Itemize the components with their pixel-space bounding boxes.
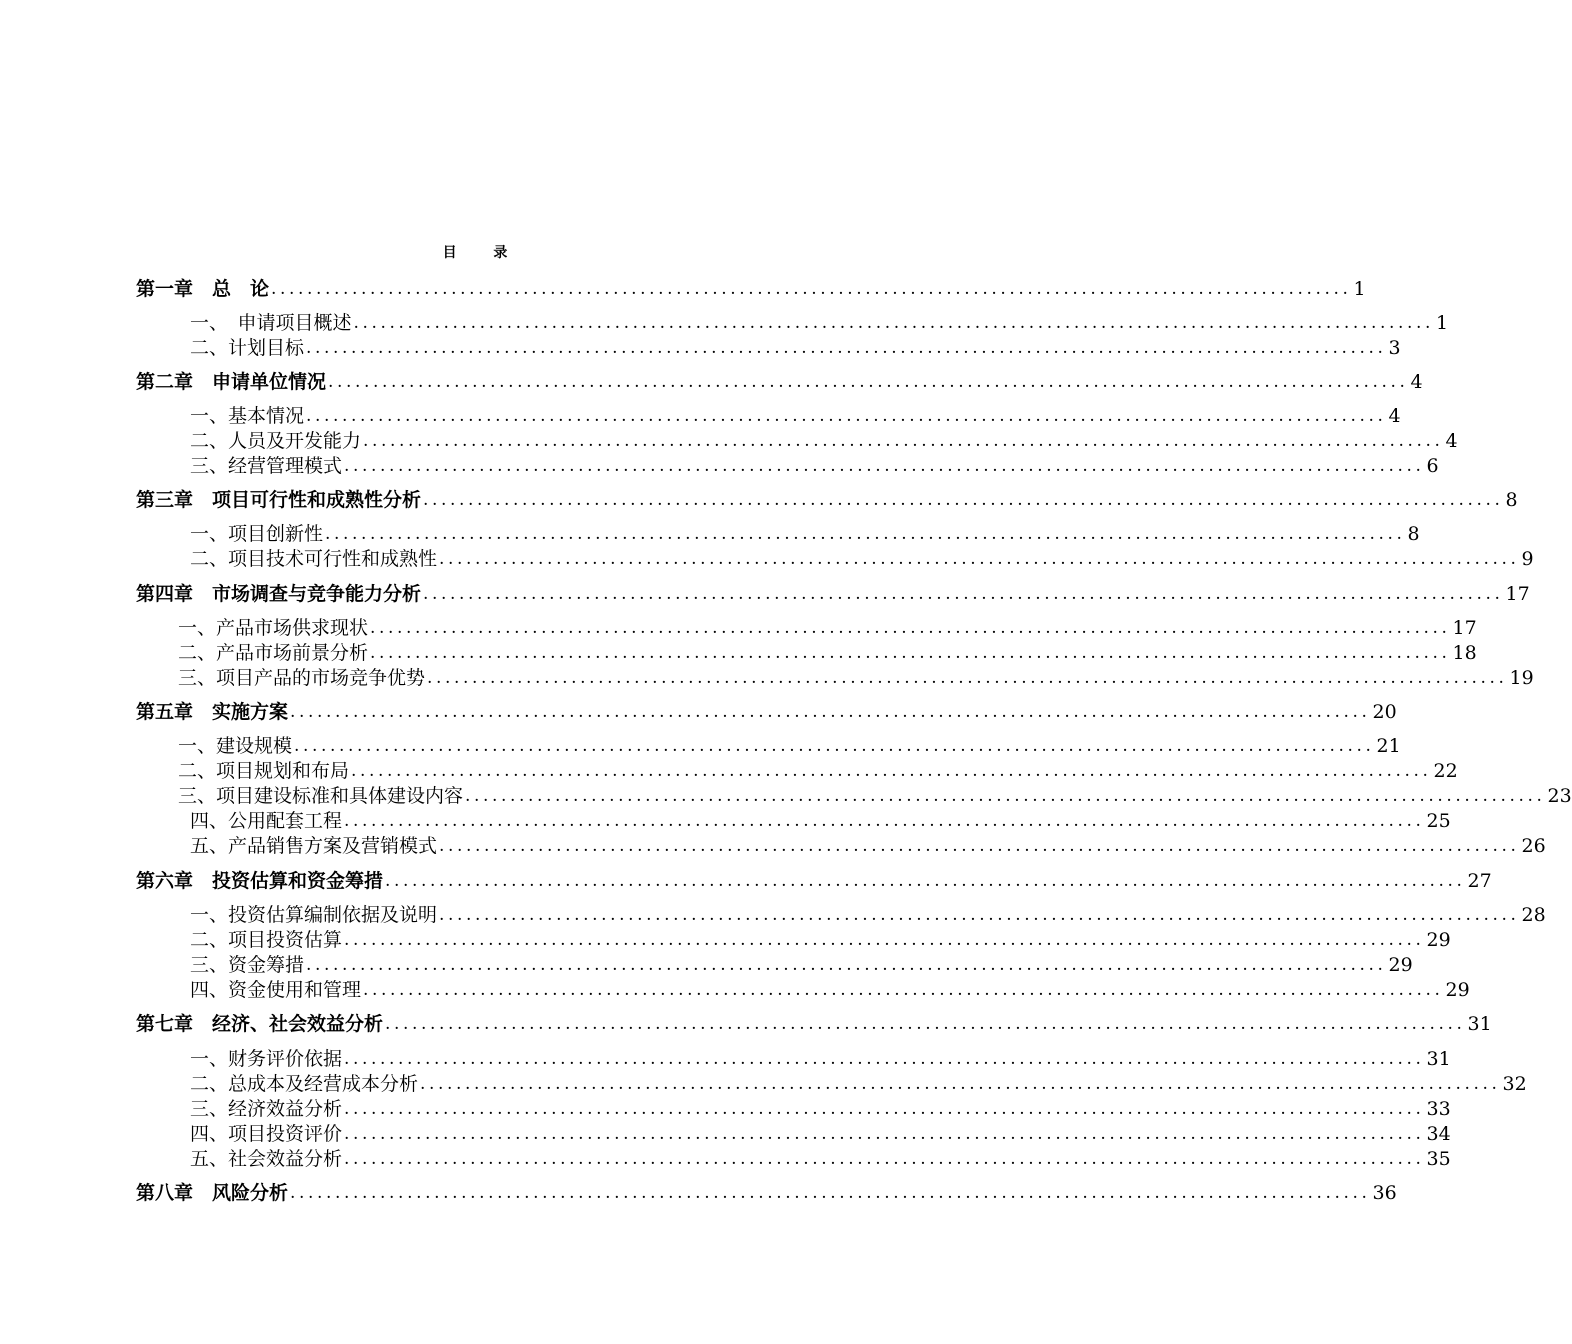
toc-entry-page: 17 xyxy=(1452,617,1477,639)
toc-entry-chapter-1[interactable] xyxy=(136,277,1366,301)
toc-entry-section[interactable] xyxy=(190,311,1449,335)
toc-entry-label: 第六章 投资估算和资金筹措 xyxy=(136,870,384,892)
dot-leader: ........................................................................................................................ xyxy=(370,643,1451,663)
toc-entry-label: 一、建设规模 xyxy=(178,735,293,757)
dot-leader: ........................................................................................................................ xyxy=(344,1149,1425,1169)
toc-entry-page: 29 xyxy=(1388,954,1413,976)
dot-leader: ........................................................................................................................ xyxy=(439,549,1520,569)
toc-entry-label: 第三章 项目可行性和成熟性分析 xyxy=(136,489,422,511)
toc-entry-label: 三、项目产品的市场竞争优势 xyxy=(178,667,426,689)
toc-entry-page: 8 xyxy=(1505,489,1518,511)
toc-entry-section[interactable] xyxy=(190,928,1451,952)
toc-entry-label: 一、项目创新性 xyxy=(190,523,324,545)
toc-entry-page: 4 xyxy=(1388,405,1401,427)
toc-entry-section[interactable] xyxy=(178,616,1477,640)
toc-entry-label: 一、产品市场供求现状 xyxy=(178,617,369,639)
toc-entry-chapter-4[interactable] xyxy=(136,582,1530,606)
toc-entry-label: 第四章 市场调查与竞争能力分析 xyxy=(136,583,422,605)
toc-entry-page: 4 xyxy=(1445,430,1458,452)
toc-entry-label: 二、项目规划和布局 xyxy=(178,760,350,782)
dot-leader: ........................................................................................................................ xyxy=(344,456,1425,476)
dot-leader: ........................................................................................................................ xyxy=(353,313,1434,333)
dot-leader: ........................................................................................................................ xyxy=(385,871,1466,891)
toc-entry-section[interactable] xyxy=(190,429,1458,453)
toc-entry-label: 第一章 总 论 xyxy=(136,278,270,300)
toc-entry-section[interactable] xyxy=(190,1047,1451,1071)
toc-entry-label: 五、产品销售方案及营销模式 xyxy=(190,835,438,857)
dot-leader: ........................................................................................................................ xyxy=(290,1183,1371,1203)
toc-entry-section[interactable] xyxy=(190,953,1413,977)
toc-entry-page: 20 xyxy=(1372,701,1397,723)
toc-entry-label: 二、项目技术可行性和成熟性 xyxy=(190,548,438,570)
toc-entry-page: 1 xyxy=(1435,312,1449,334)
toc-entry-section[interactable] xyxy=(190,834,1546,858)
toc-title: 目 录 xyxy=(442,245,524,261)
dot-leader: ........................................................................................................................ xyxy=(344,1099,1425,1119)
toc-entry-label: 二、计划目标 xyxy=(190,337,305,359)
toc-entry-section[interactable] xyxy=(190,1122,1451,1146)
toc-entry-page: 34 xyxy=(1426,1123,1451,1145)
toc-entry-label: 二、产品市场前景分析 xyxy=(178,642,369,664)
dot-leader: ........................................................................................................................ xyxy=(423,490,1504,510)
toc-entry-page: 21 xyxy=(1376,735,1401,757)
toc-entry-page: 19 xyxy=(1509,667,1534,689)
toc-entry-page: 25 xyxy=(1426,810,1451,832)
dot-leader: ........................................................................................................................ xyxy=(344,1049,1425,1069)
toc-entry-label: 三、经营管理模式 xyxy=(190,455,343,477)
toc-entry-section[interactable] xyxy=(190,404,1401,428)
dot-leader: ........................................................................................................................ xyxy=(370,618,1451,638)
dot-leader: ........................................................................................................................ xyxy=(439,905,1520,925)
toc-entry-page: 35 xyxy=(1426,1148,1451,1170)
toc-entry-page: 18 xyxy=(1452,642,1477,664)
toc-entry-label: 四、项目投资评价 xyxy=(190,1123,343,1145)
toc-entry-section[interactable] xyxy=(190,336,1401,360)
toc-entry-chapter-2[interactable] xyxy=(136,370,1423,394)
toc-entry-page: 1 xyxy=(1353,278,1366,300)
toc-entry-section[interactable] xyxy=(190,903,1546,927)
dot-leader: ........................................................................................................................ xyxy=(294,736,1375,756)
dot-leader: ........................................................................................................................ xyxy=(306,338,1387,358)
dot-leader: ........................................................................................................................ xyxy=(363,980,1444,1000)
dot-leader: ........................................................................................................................ xyxy=(344,930,1425,950)
toc-entry-label: 四、公用配套工程 xyxy=(190,810,343,832)
toc-entry-page: 27 xyxy=(1467,870,1492,892)
toc-entry-section[interactable] xyxy=(190,1072,1527,1096)
toc-entry-label: 三、项目建设标准和具体建设内容 xyxy=(178,785,464,807)
toc-entry-section[interactable] xyxy=(190,1097,1451,1121)
toc-entry-page: 29 xyxy=(1445,979,1470,1001)
toc-entry-label: 第七章 经济、社会效益分析 xyxy=(136,1013,384,1035)
toc-entry-chapter-3[interactable] xyxy=(136,488,1518,512)
toc-entry-page: 6 xyxy=(1426,455,1439,477)
toc-entry-chapter-5[interactable] xyxy=(136,700,1397,724)
toc-entry-page: 4 xyxy=(1410,371,1423,393)
toc-entry-label: 四、资金使用和管理 xyxy=(190,979,362,1001)
dot-leader: ........................................................................................................................ xyxy=(420,1074,1501,1094)
dot-leader: ........................................................................................................................ xyxy=(325,524,1406,544)
toc-entry-page: 3 xyxy=(1388,337,1401,359)
dot-leader: ........................................................................................................................ xyxy=(344,811,1425,831)
toc-entry-section[interactable] xyxy=(190,978,1470,1002)
dot-leader: ........................................................................................................................ xyxy=(344,1124,1425,1144)
toc-entry-page: 31 xyxy=(1426,1048,1451,1070)
dot-leader: ........................................................................................................................ xyxy=(306,955,1387,975)
toc-entry-section[interactable] xyxy=(178,641,1477,665)
dot-leader: ........................................................................................................................ xyxy=(385,1014,1466,1034)
toc-entry-page: 23 xyxy=(1547,785,1572,807)
toc-entry-page: 8 xyxy=(1407,523,1420,545)
toc-entry-page: 28 xyxy=(1521,904,1546,926)
toc-entry-label: 一、基本情况 xyxy=(190,405,305,427)
toc-entry-page: 33 xyxy=(1426,1098,1451,1120)
dot-leader: ........................................................................................................................ xyxy=(328,372,1409,392)
toc-entry-label: 第二章 申请单位情况 xyxy=(136,371,327,393)
dot-leader: ........................................................................................................................ xyxy=(290,702,1371,722)
toc-entry-page: 22 xyxy=(1433,760,1458,782)
toc-entry-section[interactable] xyxy=(190,522,1420,546)
toc-entry-section[interactable] xyxy=(190,454,1439,478)
toc-entry-label: 二、人员及开发能力 xyxy=(190,430,362,452)
toc-entry-page: 17 xyxy=(1505,583,1530,605)
dot-leader: ........................................................................................................................ xyxy=(465,786,1546,806)
toc-entry-label: 三、资金筹措 xyxy=(190,954,305,976)
toc-entry-chapter-7[interactable] xyxy=(136,1012,1492,1036)
toc-entry-label: 三、经济效益分析 xyxy=(190,1098,343,1120)
toc-entry-section[interactable] xyxy=(178,759,1458,783)
toc-entry-page: 29 xyxy=(1426,929,1451,951)
toc-entry-page: 36 xyxy=(1372,1182,1397,1204)
dot-leader: ........................................................................................................................ xyxy=(423,584,1504,604)
toc-entry-chapter-8[interactable] xyxy=(136,1181,1397,1205)
toc-entry-page: 26 xyxy=(1521,835,1546,857)
toc-entry-label: 一、财务评价依据 xyxy=(190,1048,343,1070)
toc-entry-label: 一、投资估算编制依据及说明 xyxy=(190,904,438,926)
dot-leader: ........................................................................................................................ xyxy=(439,836,1520,856)
toc-entry-section[interactable] xyxy=(178,666,1534,690)
toc-entry-section[interactable] xyxy=(178,734,1401,758)
toc-entry-section[interactable] xyxy=(190,547,1534,571)
toc-entry-label: 二、项目投资估算 xyxy=(190,929,343,951)
dot-leader: ........................................................................................................................ xyxy=(363,431,1444,451)
dot-leader: ........................................................................................................................ xyxy=(351,761,1432,781)
toc-entry-label: 一、 申请项目概述 xyxy=(190,312,352,334)
toc-entry-section[interactable] xyxy=(190,1147,1451,1171)
dot-leader: ........................................................................................................................ xyxy=(306,406,1387,426)
toc-entry-page: 9 xyxy=(1521,548,1534,570)
dot-leader: ........................................................................................................................ xyxy=(427,668,1508,688)
toc-entry-label: 五、社会效益分析 xyxy=(190,1148,343,1170)
toc-entry-section[interactable] xyxy=(178,784,1572,808)
toc-entry-label: 二、总成本及经营成本分析 xyxy=(190,1073,419,1095)
dot-leader: ........................................................................................................................ xyxy=(271,279,1352,299)
toc-entry-chapter-6[interactable] xyxy=(136,869,1492,893)
toc-entry-page: 31 xyxy=(1467,1013,1492,1035)
toc-entry-section[interactable] xyxy=(190,809,1451,833)
toc-entry-label: 第五章 实施方案 xyxy=(136,701,289,723)
toc-entry-label: 第八章 风险分析 xyxy=(136,1182,289,1204)
toc-entry-page: 32 xyxy=(1502,1073,1527,1095)
